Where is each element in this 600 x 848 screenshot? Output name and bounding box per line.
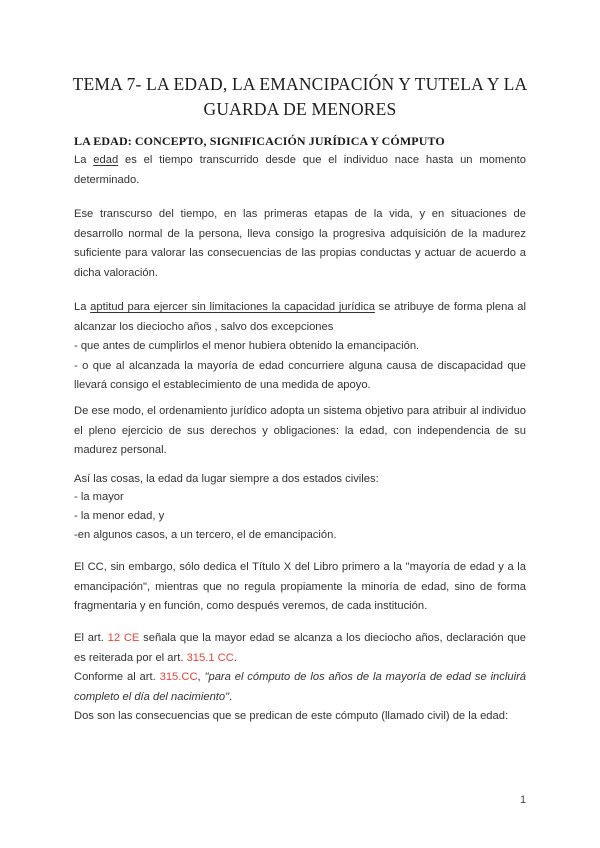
paragraph-ordenamiento: De ese modo, el ordenamiento jurídico adopta un sistema objetivo para atribuir al individuo el pleno ejercicio de sus derechos y obligaciones: la edad, con independencia de su madurez personal. bbox=[74, 405, 526, 456]
p8-pre: Conforme al art. bbox=[74, 671, 160, 683]
p3-pre: La bbox=[74, 301, 91, 313]
estado-civil-item: - la menor edad, y bbox=[74, 510, 165, 522]
page-title bbox=[60, 72, 540, 122]
paragraph-edad-definition bbox=[74, 151, 526, 190]
exception-item: - o que al alcanzada la mayoría de edad concurriere alguna causa de discapacidad que llevará consigo el establecimiento de una medida de apoyo. bbox=[74, 359, 526, 391]
paragraph-art-315 bbox=[74, 668, 526, 707]
p7-mid: señala que la mayor edad se alcanza a los dieciocho años, declaración que es reiterada por el art. bbox=[74, 632, 527, 664]
paragraph-art-12 bbox=[74, 629, 526, 668]
paragraph-estados-civiles-intro: Así las cosas, la edad da lugar siempre a dos estados civiles: bbox=[74, 473, 379, 485]
p1-post: es el tiempo transcurrido desde que el individuo nace hasta un momento determinado. bbox=[74, 154, 526, 186]
p3-post: se atribuye de forma plena al alcanzar los dieciocho años , salvo dos excepciones bbox=[74, 301, 526, 333]
ref-315-cc[interactable]: 315.CC bbox=[159, 671, 198, 683]
title-line-2: GUARDA DE MENORES bbox=[203, 99, 397, 119]
p8-post: , bbox=[197, 671, 205, 683]
p8-quote: "para el cómputo de los años de la mayoría de edad se incluirá completo el día del nacimiento" bbox=[74, 671, 527, 703]
p1-pre: La bbox=[74, 154, 94, 166]
page-number: 1 bbox=[520, 794, 527, 806]
p8-end: . bbox=[229, 690, 233, 703]
paragraph-aptitud bbox=[74, 298, 526, 396]
paragraph-cc-titulo-x: El CC, sin embargo, sólo dedica el Título X del Libro primero a la "mayoría de edad y a la emancipación", mientras que no regula propiamente la minoría de edad, sino de forma fragmentaria y en función, como después veremos, de cada institución. bbox=[74, 561, 526, 612]
estado-civil-item: -en algunos casos, a un tercero, el de emancipación. bbox=[74, 529, 337, 541]
estado-civil-item: - la mayor bbox=[74, 491, 124, 503]
aptitud-link[interactable]: aptitud para ejercer sin limitaciones la capacidad jurídica bbox=[90, 301, 375, 313]
title-line-1: TEMA 7- LA EDAD, LA EMANCIPACIÓN Y TUTELA Y LA bbox=[72, 74, 528, 94]
ref-12-ce[interactable]: 12 CE bbox=[107, 632, 140, 644]
paragraph-madurez: Ese transcurso del tiempo, en las primeras etapas de la vida, y en situaciones de desarrollo normal de la persona, lleva consigo la progresiva adquisición de la madurez suficiente para valorar las consecuencias de las propias conductas y actuar de acuerdo a dicha valoración. bbox=[74, 208, 526, 279]
p7-post: . bbox=[233, 651, 237, 664]
p7-pre: El art. bbox=[74, 632, 108, 644]
exception-item: - que antes de cumplirlos el menor hubiera obtenido la emancipación. bbox=[74, 340, 420, 352]
section-heading: LA EDAD: CONCEPTO, SIGNIFICACIÓN JURÍDICA Y CÓMPUTO bbox=[74, 134, 445, 148]
paragraph-consecuencias: Dos son las consecuencias que se predican de este cómputo (llamado civil) de la edad: bbox=[74, 710, 509, 722]
ref-315-1-cc[interactable]: 315.1 CC bbox=[186, 651, 234, 664]
edad-link[interactable]: edad bbox=[93, 154, 119, 166]
